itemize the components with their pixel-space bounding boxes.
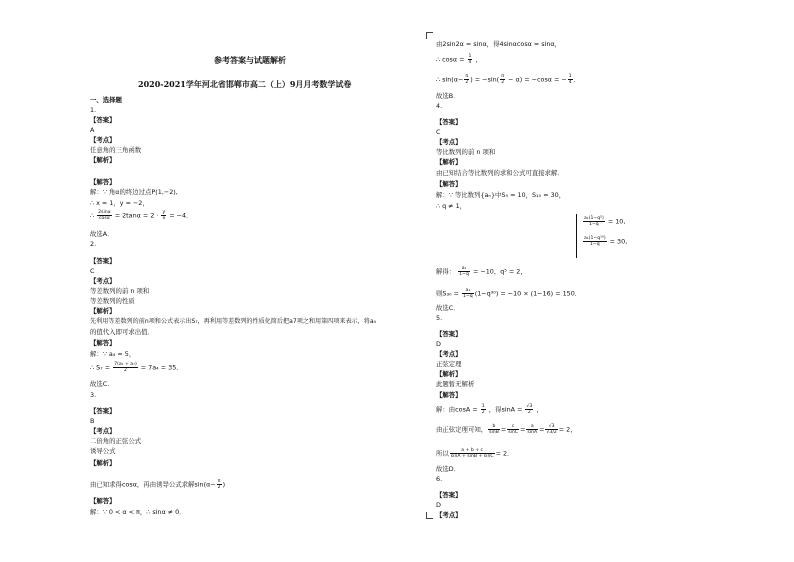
- formula-text: − α) = −cosα = −: [506, 75, 567, 84]
- numerator: 7(a₁ + a₇): [114, 362, 137, 367]
- equation-system: [576, 214, 656, 258]
- numerator: a₁(1−q¹⁰): [584, 236, 606, 241]
- denominator: 2: [481, 410, 485, 415]
- fraction: [464, 74, 469, 85]
- denominator: 2: [501, 80, 505, 85]
- formula-text: = 7a₄ = 35．: [140, 363, 183, 372]
- doc-heading: 参考答案与试题解析: [214, 55, 286, 65]
- denominator: sinA: [527, 430, 538, 435]
- topic-text: 等差数列的性质: [90, 297, 135, 305]
- fraction: [488, 424, 500, 435]
- answer-tag: 【答案】: [90, 116, 116, 124]
- formula-text: ∴ cosα =: [436, 55, 465, 64]
- topic-text: 诱导公式: [90, 447, 116, 455]
- analysis-text: 由已知结合等比数列的求和公式可直接求解．: [436, 169, 564, 177]
- conclusion: 故选B．: [436, 92, 460, 100]
- formula-text: ，: [536, 405, 543, 414]
- numerator: a + b + c: [450, 448, 495, 454]
- solution-formula: [436, 288, 581, 299]
- topic-text: 正弦定理: [436, 360, 462, 368]
- numerator: √3: [526, 404, 533, 409]
- answer-value: D: [436, 501, 441, 509]
- denominator: 1−q: [459, 272, 469, 277]
- solution-line: 解：∵ 角α的终边过点P(1,−2),: [90, 188, 178, 196]
- denominator: 2: [465, 80, 469, 85]
- analysis-tag: 【解析】: [90, 156, 116, 164]
- formula-text: 解：由cosA =: [436, 405, 478, 414]
- solution-formula: [436, 404, 543, 415]
- fraction: [458, 266, 470, 277]
- formula-text: ): [222, 480, 226, 489]
- answer-tag: 【答案】: [90, 407, 116, 415]
- solution-tag: 【解答】: [436, 180, 462, 188]
- fraction: [462, 288, 474, 299]
- fraction: [161, 210, 166, 221]
- solution-formula: [436, 54, 482, 65]
- answer-tag: 【答案】: [436, 491, 462, 499]
- answer-tag: 【答案】: [436, 330, 462, 338]
- numerator: b: [488, 424, 500, 430]
- formula-text: (1−q³⁰) = −10 × (1−16) = 150．: [474, 289, 582, 298]
- crop-mark-top: [426, 32, 433, 39]
- conclusion: 故选D．: [436, 465, 461, 473]
- solution-tag: 【解答】: [90, 339, 116, 347]
- solution-formula: [90, 210, 192, 221]
- formula-text: = 2，: [558, 425, 577, 434]
- topic-text: 等差数列的前 n 项和: [90, 287, 150, 295]
- fraction: [568, 74, 573, 85]
- formula-text: ∴: [90, 211, 95, 220]
- denominator: cosα: [99, 216, 110, 221]
- answer-value: D: [436, 340, 441, 348]
- numerator: π: [465, 74, 469, 79]
- formula-text: 则S₃₀ =: [436, 289, 459, 298]
- topic-tag: 【考点】: [436, 511, 462, 519]
- numerator: a: [526, 424, 538, 430]
- solution-line: ∴ q ≠ 1，: [436, 202, 467, 210]
- fraction: [481, 404, 486, 415]
- fraction: [97, 210, 112, 221]
- topic-tag: 【考点】: [90, 277, 116, 285]
- denominator: √3/2: [546, 430, 557, 435]
- solution-line: 解：∵ 0 < α < π，∴ sinα ≠ 0．: [90, 508, 186, 516]
- conclusion: 故选C.: [90, 380, 110, 388]
- answer-value: C: [90, 267, 95, 275]
- fraction: [583, 236, 607, 247]
- question-number: 5.: [436, 314, 443, 322]
- topic-text: 等比数列的前 n 项和: [436, 148, 496, 156]
- conclusion: 故选A．: [90, 230, 114, 238]
- analysis-tag: 【解析】: [436, 158, 462, 166]
- answer-value: B: [90, 417, 95, 425]
- analysis-text: 的值代入即可求出值．: [90, 328, 154, 336]
- equation-row: [582, 216, 625, 227]
- numerator: a₁: [462, 288, 474, 294]
- formula-text: 由正弦定理可知，: [436, 425, 488, 434]
- question-number: 4.: [436, 102, 443, 110]
- formula-text: ) = −sin(: [470, 75, 500, 84]
- denominator: 1−q: [463, 294, 473, 299]
- answer-tag: 【答案】: [90, 257, 116, 265]
- topic-tag: 【考点】: [90, 136, 116, 144]
- denominator: 4: [468, 60, 472, 65]
- analysis-tag: 【解析】: [90, 459, 116, 467]
- analysis-tag: 【解析】: [436, 370, 462, 378]
- formula-text: = 2．: [495, 449, 514, 458]
- crop-mark-bottom: [426, 512, 433, 519]
- topic-tag: 【考点】: [90, 427, 116, 435]
- denominator: 2: [217, 485, 221, 490]
- equation-row: [582, 236, 627, 247]
- formula-text: ．: [573, 75, 581, 84]
- answer-value: C: [436, 128, 441, 136]
- numerator: a₁: [458, 266, 470, 272]
- solution-formula: [436, 74, 580, 85]
- fraction: [583, 216, 605, 227]
- formula-text: 解得：: [436, 267, 456, 276]
- analysis-tag: 【解析】: [90, 307, 116, 315]
- denominator: 2: [123, 368, 127, 373]
- denominator: 1−q: [589, 242, 600, 247]
- analysis-text: 此题暂无解析: [436, 380, 475, 388]
- solution-formula: [90, 362, 183, 373]
- doc-title: 2020-2021学年河北省邯郸市高二（上）9月月考数学试卷: [138, 79, 352, 89]
- fraction: [468, 54, 473, 65]
- formula-text: ，: [475, 55, 482, 64]
- numerator: 2sinα: [98, 210, 111, 215]
- denominator: sinB: [489, 430, 499, 435]
- formula-text: = 30,: [609, 237, 628, 246]
- denominator: sinC: [508, 430, 519, 435]
- denominator: sinA + sinB + sinC: [450, 454, 494, 459]
- solution-formula: 由正弦定理可知， $\frac{b}{\sin B}$ = $\frac{c}{\sin C}$ = $\frac{a}{\sin A}$ = $\frac{√3}{√3/2}$ = 2，: [436, 424, 577, 435]
- denominator: 1−q: [589, 222, 599, 227]
- answer-value: A: [90, 126, 95, 134]
- numerator: y: [162, 210, 166, 215]
- answer-tag: 【答案】: [436, 118, 462, 126]
- formula-text: 由已知求得cosα，再由诱导公式求解sin(α−: [90, 480, 216, 489]
- denominator: 2: [527, 410, 531, 415]
- denominator: x: [162, 216, 166, 221]
- analysis-formula: [90, 479, 225, 490]
- solution-tag: 【解答】: [90, 178, 116, 186]
- solution-line: 由2sin2α = sinα，得4sinαcosα = sinα，: [436, 40, 562, 48]
- analysis-text: 先利用等差数列的前n项和公式表示出S₇，再利用等差数列的性质化简后把a7项之和用第四项来表示，将a₄: [90, 318, 376, 325]
- topic-text: 二倍角的正弦公式: [90, 437, 142, 445]
- topic-tag: 【考点】: [436, 138, 462, 146]
- solution-line: 解：∵ 等比数列{aₙ}中S₅ = 10，S₁₀ = 30，: [436, 191, 566, 199]
- formula-text: = 10,: [607, 217, 626, 226]
- solution-formula: [436, 266, 527, 277]
- formula-text: = −4．: [169, 211, 193, 220]
- fraction: [217, 479, 222, 490]
- fraction: [526, 424, 538, 435]
- formula-text: ∴ S₇ =: [90, 363, 111, 372]
- fraction: [545, 424, 557, 435]
- fraction: [500, 74, 505, 85]
- section-heading: 一、选择题: [90, 96, 122, 104]
- fraction: [450, 448, 495, 459]
- topic-text: 任意角的三角函数: [90, 146, 142, 154]
- numerator: a₁(1−q⁵): [584, 216, 604, 221]
- formula-text: = 2tanα = 2 ·: [114, 211, 161, 220]
- solution-tag: 【解答】: [90, 497, 116, 505]
- fraction: [507, 424, 519, 435]
- question-number: 6.: [436, 475, 443, 483]
- formula-text: = −10，q⁵ = 2，: [472, 267, 527, 276]
- brace: [576, 214, 581, 258]
- numerator: c: [507, 424, 519, 430]
- question-number: 2.: [90, 240, 97, 248]
- fraction: [525, 404, 533, 415]
- numerator: √3: [545, 424, 557, 430]
- question-number: 3.: [90, 391, 97, 399]
- formula-text: ，得sinA =: [488, 405, 523, 414]
- solution-tag: 【解答】: [436, 391, 462, 399]
- solution-line: ∴ x = 1，y = −2，: [90, 199, 149, 207]
- solution-line: 解：∵ a₄ = 5，: [90, 350, 136, 358]
- denominator: 4: [568, 80, 572, 85]
- solution-formula: [436, 448, 513, 459]
- formula-text: ∴ sin(α−: [436, 75, 464, 84]
- topic-tag: 【考点】: [436, 350, 462, 358]
- numerator: 1: [468, 54, 472, 59]
- fraction: [113, 362, 138, 373]
- formula-text: 所以: [436, 449, 449, 458]
- numerator: 1: [568, 74, 572, 79]
- numerator: π: [501, 74, 505, 79]
- numerator: 1: [481, 404, 485, 409]
- numerator: π: [217, 479, 221, 484]
- conclusion: 故选C．: [436, 304, 460, 312]
- question-number: 1.: [90, 106, 97, 114]
